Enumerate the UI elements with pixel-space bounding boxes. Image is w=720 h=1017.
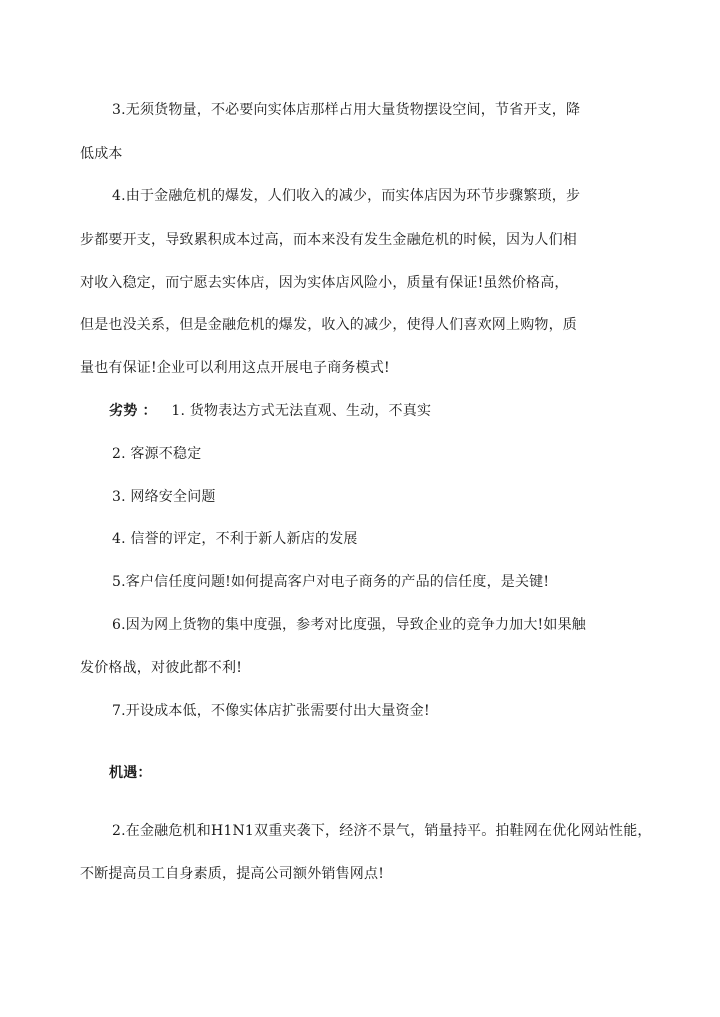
paragraph-line: 量也有保证!企业可以利用这点开展电子商务模式! xyxy=(80,360,390,376)
list-item: 7.开设成本低，不像实体店扩张需要付出大量资金! xyxy=(112,703,430,719)
list-item: 1. 货物表达方式无法直观、生动，不真实 xyxy=(171,403,432,419)
list-item: 不断提高员工自身素质，提高公司额外销售网点! xyxy=(80,866,385,882)
list-item: 5.客户信任度问题!如何提高客户对电子商务的产品的信任度，是关键! xyxy=(112,574,550,590)
list-item: 2. 客源不稳定 xyxy=(112,446,202,462)
list-item: 3. 网络安全问题 xyxy=(112,489,216,505)
weakness-heading-line xyxy=(109,402,431,420)
list-item: 发价格战，对彼此都不利! xyxy=(80,660,243,676)
paragraph-line: 3.无须货物量，不必要向实体店那样占用大量货物摆设空间，节省开支，降 xyxy=(112,102,581,118)
paragraph-line: 步都要开支，导致累积成本过高，而本来没有发生金融危机的时候，因为人们相 xyxy=(80,232,577,248)
list-item: 2.在金融危机和H1N1双重夹袭下，经济不景气，销量持平。拍鞋网在优化网站性能， xyxy=(112,823,652,839)
section-heading-opportunity: 机遇： xyxy=(109,765,152,781)
paragraph-line: 对收入稳定，而宁愿去实体店，因为实体店风险小，质量有保证!虽然价格高， xyxy=(80,275,569,291)
paragraph-line: 4.由于金融危机的爆发，人们收入的减少，而实体店因为环节步骤繁琐，步 xyxy=(112,188,581,204)
paragraph-line: 低成本 xyxy=(80,146,123,162)
list-item: 4. 信誉的评定，不利于新人新店的发展 xyxy=(112,531,358,547)
list-item: 6.因为网上货物的集中度强，参考对比度强，导致企业的竞争力加大!如果触 xyxy=(112,617,586,633)
paragraph-line: 但是也没关系，但是金融危机的爆发，收入的减少，使得人们喜欢网上购物，质 xyxy=(80,317,577,333)
section-heading-weakness: 劣势 ： xyxy=(109,403,157,419)
